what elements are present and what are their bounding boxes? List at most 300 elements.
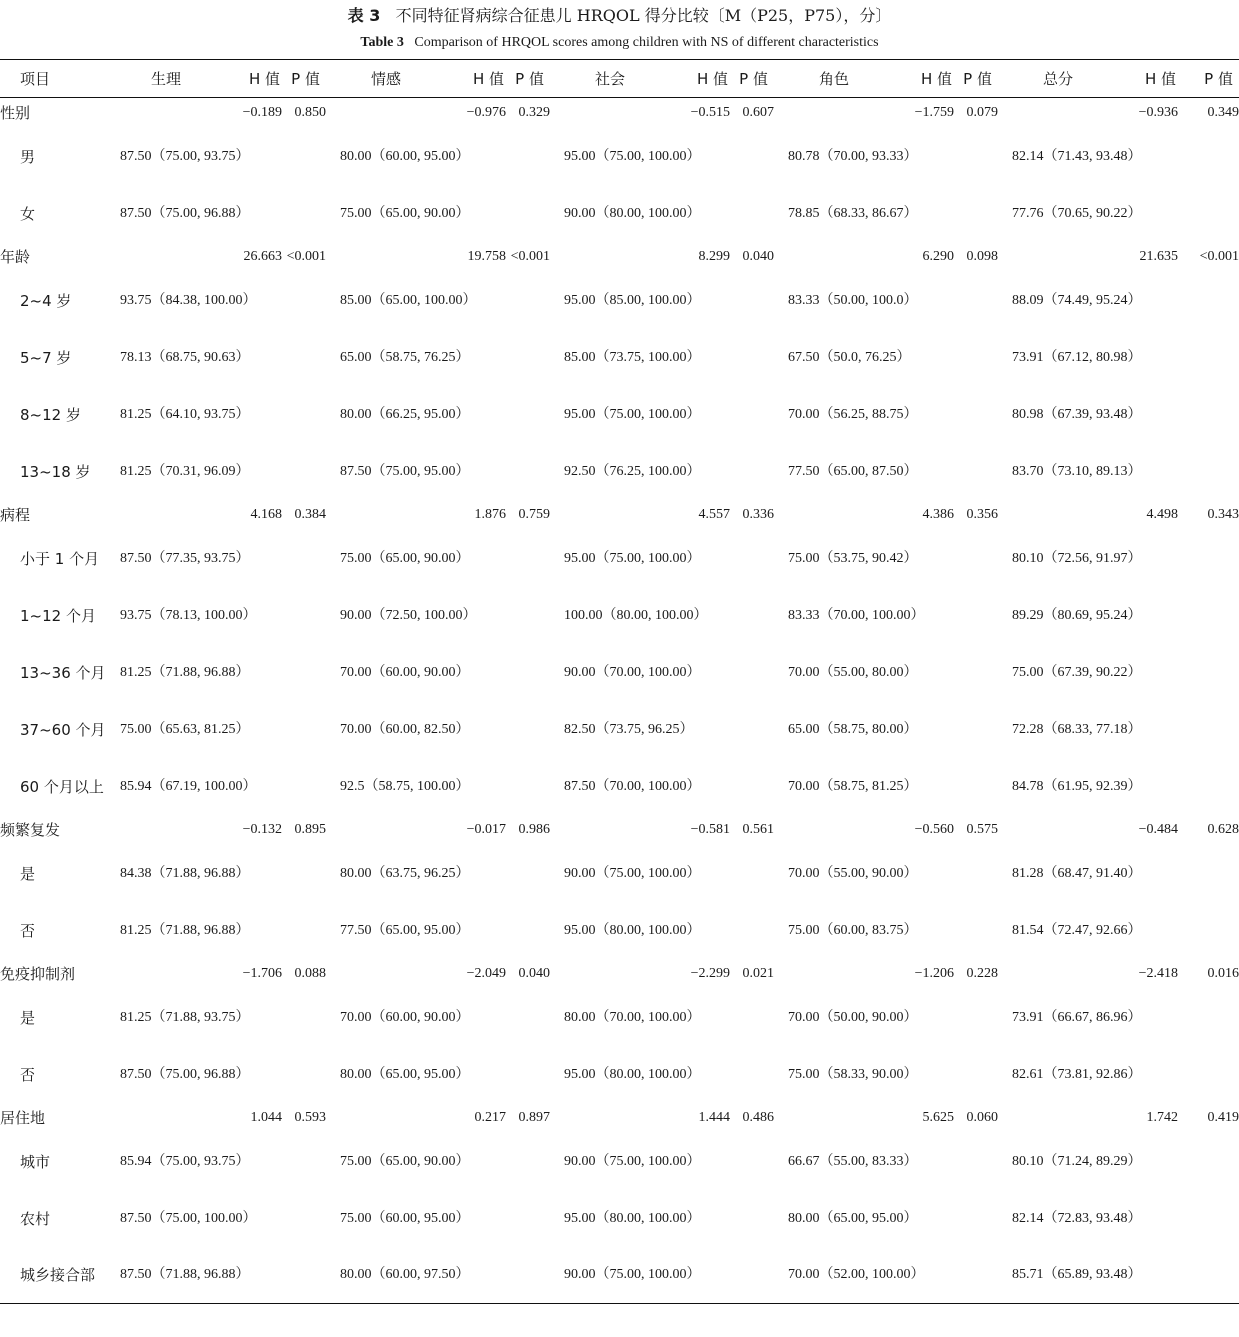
p-value	[730, 1133, 774, 1190]
p-value	[730, 845, 774, 902]
subgroup-row	[0, 386, 1239, 443]
subgroup-label: 13~36 个月	[20, 663, 106, 682]
score-cell: 77.50（65.00, 87.50）	[788, 463, 918, 479]
score-cell: 81.28（68.47, 91.40）	[1012, 865, 1142, 881]
subgroup-row	[0, 1247, 1239, 1304]
empty-cell	[326, 500, 446, 530]
h-value: −0.976	[466, 104, 506, 120]
p-value	[730, 587, 774, 644]
score-cell: 65.00（58.75, 80.00）	[788, 721, 918, 737]
h-value: 4.498	[1146, 506, 1178, 522]
p-value	[506, 587, 550, 644]
score-cell: 85.94（67.19, 100.00）	[120, 778, 257, 794]
h-value: −0.189	[242, 104, 282, 120]
p-value	[1178, 1247, 1239, 1304]
subgroup-row	[0, 272, 1239, 329]
p-value	[730, 1046, 774, 1103]
p-value	[1178, 443, 1239, 500]
score-cell: 70.00（55.00, 80.00）	[788, 664, 918, 680]
group-label: 年龄	[0, 248, 31, 266]
score-cell: 83.70（73.10, 89.13）	[1012, 463, 1142, 479]
p-value	[282, 329, 326, 386]
table-title-en	[0, 32, 1239, 54]
h-value: −0.560	[914, 821, 954, 837]
header-social-2: 社会	[550, 60, 670, 98]
header-h-4: H 值	[1118, 60, 1178, 98]
score-cell: 90.00（75.00, 100.00）	[564, 1267, 701, 1283]
h-value: −2.418	[1138, 965, 1178, 981]
p-value	[506, 128, 550, 185]
score-cell: 75.00（65.00, 90.00）	[340, 1153, 470, 1169]
empty-cell	[110, 959, 222, 989]
score-cell: 80.00（60.00, 97.50）	[340, 1267, 470, 1283]
score-cell: 95.00（85.00, 100.00）	[564, 292, 701, 308]
header-p-2: P 值	[730, 60, 774, 98]
p-value	[730, 1190, 774, 1247]
score-cell: 90.00（80.00, 100.00）	[564, 205, 701, 221]
score-cell: 82.50（73.75, 96.25）	[564, 721, 694, 737]
h-value: −0.132	[242, 821, 282, 837]
group-label: 免疫抑制剂	[0, 965, 76, 983]
empty-cell	[550, 815, 670, 845]
p-value: 0.419	[1207, 1109, 1239, 1125]
empty-cell	[110, 815, 222, 845]
score-cell: 95.00（80.00, 100.00）	[564, 1066, 701, 1082]
subgroup-label: 否	[20, 921, 36, 940]
p-value: 0.759	[518, 506, 550, 522]
score-cell: 73.91（67.12, 80.98）	[1012, 349, 1142, 365]
empty-cell	[998, 242, 1118, 272]
p-value	[506, 845, 550, 902]
subgroup-row	[0, 845, 1239, 902]
score-cell: 92.5（58.75, 100.00）	[340, 778, 470, 794]
score-cell: 90.00（75.00, 100.00）	[564, 865, 701, 881]
p-value: 0.088	[294, 965, 326, 981]
score-cell: 75.00（65.00, 90.00）	[340, 550, 470, 566]
p-value	[954, 329, 998, 386]
empty-cell	[550, 1103, 670, 1133]
subgroup-label: 1~12 个月	[20, 606, 96, 625]
p-value	[730, 701, 774, 758]
score-cell: 80.78（70.00, 93.33）	[788, 148, 918, 164]
subgroup-label: 2~4 岁	[20, 291, 72, 310]
p-value: 0.336	[742, 506, 774, 522]
p-value: 0.343	[1207, 506, 1239, 522]
score-cell: 77.50（65.00, 95.00）	[340, 922, 470, 938]
group-label: 性别	[0, 104, 31, 123]
subgroup-label: 是	[20, 864, 36, 883]
group-label: 病程	[0, 506, 31, 524]
h-value: 19.758	[467, 248, 506, 264]
p-value: <0.001	[1199, 248, 1239, 264]
empty-cell	[326, 815, 446, 845]
p-value: 0.486	[742, 1109, 774, 1125]
score-cell: 80.00（66.25, 95.00）	[340, 406, 470, 422]
score-cell: 67.50（50.0, 76.25）	[788, 349, 911, 365]
p-value	[282, 1046, 326, 1103]
p-value: <0.001	[286, 248, 326, 264]
score-cell: 80.98（67.39, 93.48）	[1012, 406, 1142, 422]
score-cell: 90.00（75.00, 100.00）	[564, 1153, 701, 1169]
subgroup-row	[0, 1046, 1239, 1103]
p-value	[730, 443, 774, 500]
group-row	[0, 815, 1239, 845]
p-value	[954, 644, 998, 701]
empty-cell	[774, 500, 894, 530]
header-h-1: H 值	[446, 60, 506, 98]
p-value	[282, 587, 326, 644]
subgroup-row	[0, 644, 1239, 701]
group-row	[0, 98, 1239, 128]
score-cell: 70.00（60.00, 90.00）	[340, 1009, 470, 1025]
p-value	[506, 185, 550, 242]
score-cell: 81.25（71.88, 93.75）	[120, 1009, 250, 1025]
p-value	[1178, 386, 1239, 443]
p-value	[730, 644, 774, 701]
p-value	[1178, 902, 1239, 959]
p-value	[730, 530, 774, 587]
p-value	[1178, 845, 1239, 902]
p-value	[506, 758, 550, 815]
p-value	[954, 989, 998, 1046]
h-value: −0.515	[690, 104, 730, 120]
p-value	[282, 128, 326, 185]
table-caption-cn: 不同特征肾病综合征患儿 HRQOL 得分比较〔M（P25，P75），分〕	[395, 6, 892, 25]
score-cell: 82.61（73.81, 92.86）	[1012, 1066, 1142, 1082]
p-value	[1178, 128, 1239, 185]
p-value: 0.593	[294, 1109, 326, 1125]
score-cell: 85.94（75.00, 93.75）	[120, 1153, 250, 1169]
p-value: 0.079	[966, 104, 998, 120]
empty-cell	[998, 959, 1118, 989]
p-value	[1178, 185, 1239, 242]
h-value: −1.759	[914, 104, 954, 120]
p-value	[1178, 587, 1239, 644]
subgroup-row	[0, 530, 1239, 587]
p-value: 0.384	[294, 506, 326, 522]
p-value	[954, 443, 998, 500]
h-value: 5.625	[922, 1109, 954, 1125]
score-cell: 95.00（75.00, 100.00）	[564, 550, 701, 566]
score-cell: 75.00（67.39, 90.22）	[1012, 664, 1142, 680]
p-value	[506, 1247, 550, 1304]
p-value: 0.575	[966, 821, 998, 837]
subgroup-row	[0, 443, 1239, 500]
subgroup-label: 13~18 岁	[20, 462, 91, 481]
p-value	[954, 902, 998, 959]
score-cell: 65.00（58.75, 76.25）	[340, 349, 470, 365]
p-value: 0.040	[518, 965, 550, 981]
p-value	[282, 701, 326, 758]
p-value	[730, 1247, 774, 1304]
p-value: 0.356	[966, 506, 998, 522]
p-value	[1178, 530, 1239, 587]
score-cell: 81.54（72.47, 92.66）	[1012, 922, 1142, 938]
table-body	[0, 98, 1239, 1304]
empty-cell	[326, 959, 446, 989]
p-value	[282, 989, 326, 1046]
p-value	[506, 272, 550, 329]
score-cell: 70.00（55.00, 90.00）	[788, 865, 918, 881]
p-value	[954, 386, 998, 443]
table-number-en: Table 3	[360, 35, 404, 50]
p-value	[730, 758, 774, 815]
score-cell: 70.00（50.00, 90.00）	[788, 1009, 918, 1025]
empty-cell	[110, 98, 222, 128]
score-cell: 87.50（75.00, 96.88）	[120, 1066, 250, 1082]
p-value: 0.040	[742, 248, 774, 264]
score-cell: 82.14（72.83, 93.48）	[1012, 1210, 1142, 1226]
score-cell: 89.29（80.69, 95.24）	[1012, 607, 1142, 623]
score-cell: 83.33（50.00, 100.0）	[788, 292, 918, 308]
p-value: <0.001	[510, 248, 550, 264]
score-cell: 87.50（75.00, 100.00）	[120, 1210, 257, 1226]
score-cell: 85.71（65.89, 93.48）	[1012, 1267, 1142, 1283]
subgroup-row	[0, 758, 1239, 815]
score-cell: 95.00（80.00, 100.00）	[564, 922, 701, 938]
score-cell: 87.50（75.00, 93.75）	[120, 148, 250, 164]
score-cell: 84.78（61.95, 92.39）	[1012, 778, 1142, 794]
p-value	[954, 1046, 998, 1103]
subgroup-label: 男	[20, 147, 36, 166]
h-value: 4.386	[922, 506, 954, 522]
p-value	[730, 272, 774, 329]
p-value	[506, 1133, 550, 1190]
score-cell: 78.13（68.75, 90.63）	[120, 349, 250, 365]
subgroup-label: 是	[20, 1008, 36, 1027]
p-value: 0.098	[966, 248, 998, 264]
p-value	[506, 530, 550, 587]
header-p-3: P 值	[954, 60, 998, 98]
empty-cell	[326, 242, 446, 272]
h-value: 1.742	[1146, 1109, 1178, 1125]
score-cell: 80.10（72.56, 91.97）	[1012, 550, 1142, 566]
h-value: 8.299	[698, 248, 730, 264]
score-cell: 70.00（56.25, 88.75）	[788, 406, 918, 422]
p-value: 0.850	[294, 104, 326, 120]
score-cell: 75.00（60.00, 95.00）	[340, 1210, 470, 1226]
subgroup-row	[0, 1190, 1239, 1247]
subgroup-row	[0, 1133, 1239, 1190]
empty-cell	[774, 959, 894, 989]
p-value	[506, 1046, 550, 1103]
p-value	[730, 386, 774, 443]
header-row	[0, 60, 1239, 98]
p-value	[1178, 1046, 1239, 1103]
score-cell: 84.38（71.88, 96.88）	[120, 865, 250, 881]
header-emotional-1: 情感	[326, 60, 446, 98]
h-value: 0.217	[474, 1109, 506, 1125]
empty-cell	[110, 500, 222, 530]
header-item: 项目	[0, 60, 110, 98]
group-row	[0, 959, 1239, 989]
empty-cell	[550, 959, 670, 989]
score-cell: 70.00（58.75, 81.25）	[788, 778, 918, 794]
empty-cell	[774, 815, 894, 845]
p-value	[954, 272, 998, 329]
p-value: 0.021	[742, 965, 774, 981]
p-value	[282, 1133, 326, 1190]
h-value: 26.663	[243, 248, 282, 264]
subgroup-label: 城市	[20, 1152, 51, 1171]
score-cell: 92.50（76.25, 100.00）	[564, 463, 701, 479]
score-cell: 95.00（75.00, 100.00）	[564, 148, 701, 164]
group-label: 频繁复发	[0, 821, 61, 839]
p-value	[506, 386, 550, 443]
p-value: 0.986	[518, 821, 550, 837]
header-total-4: 总分	[998, 60, 1118, 98]
h-value: 6.290	[922, 248, 954, 264]
p-value	[1178, 989, 1239, 1046]
subgroup-label: 60 个月以上	[20, 777, 104, 796]
p-value: 0.349	[1207, 104, 1239, 120]
score-cell: 75.00（60.00, 83.75）	[788, 922, 918, 938]
h-value: 4.557	[698, 506, 730, 522]
header-p-0: P 值	[282, 60, 326, 98]
group-label: 居住地	[0, 1109, 46, 1127]
empty-cell	[550, 98, 670, 128]
score-cell: 81.25（71.88, 96.88）	[120, 664, 250, 680]
score-cell: 80.00（70.00, 100.00）	[564, 1009, 701, 1025]
p-value: 0.329	[518, 104, 550, 120]
p-value	[282, 530, 326, 587]
header-h-2: H 值	[670, 60, 730, 98]
p-value: 0.060	[966, 1109, 998, 1125]
p-value	[954, 701, 998, 758]
score-cell: 75.00（58.33, 90.00）	[788, 1066, 918, 1082]
subgroup-row	[0, 128, 1239, 185]
p-value	[282, 758, 326, 815]
score-cell: 88.09（74.49, 95.24）	[1012, 292, 1142, 308]
group-row	[0, 1103, 1239, 1133]
score-cell: 70.00（60.00, 82.50）	[340, 721, 470, 737]
score-cell: 80.10（71.24, 89.29）	[1012, 1153, 1142, 1169]
p-value	[282, 902, 326, 959]
p-value: 0.228	[966, 965, 998, 981]
subgroup-row	[0, 329, 1239, 386]
p-value: 0.016	[1207, 965, 1239, 981]
p-value	[1178, 272, 1239, 329]
h-value: −0.017	[466, 821, 506, 837]
score-cell: 80.00（65.00, 95.00）	[340, 1066, 470, 1082]
score-cell: 95.00（75.00, 100.00）	[564, 406, 701, 422]
subgroup-label: 5~7 岁	[20, 348, 72, 367]
p-value	[506, 443, 550, 500]
score-cell: 85.00（73.75, 100.00）	[564, 349, 701, 365]
p-value	[1178, 329, 1239, 386]
p-value	[954, 758, 998, 815]
score-cell: 78.85（68.33, 86.67）	[788, 205, 918, 221]
subgroup-label: 8~12 岁	[20, 405, 81, 424]
h-value: −1.706	[242, 965, 282, 981]
h-value: 4.168	[250, 506, 282, 522]
subgroup-row	[0, 587, 1239, 644]
header-physical-0: 生理	[110, 60, 222, 98]
p-value	[506, 989, 550, 1046]
h-value: −2.049	[466, 965, 506, 981]
subgroup-label: 城乡接合部	[0, 1247, 110, 1304]
h-value: −2.299	[690, 965, 730, 981]
score-cell: 93.75（84.38, 100.00）	[120, 292, 257, 308]
score-cell: 90.00（70.00, 100.00）	[564, 664, 701, 680]
score-cell: 85.00（65.00, 100.00）	[340, 292, 477, 308]
h-value: 1.444	[698, 1109, 730, 1125]
p-value	[506, 1190, 550, 1247]
header-role-3: 角色	[774, 60, 894, 98]
p-value: 0.895	[294, 821, 326, 837]
h-value: −0.581	[690, 821, 730, 837]
p-value	[282, 845, 326, 902]
p-value	[506, 701, 550, 758]
h-value: −1.206	[914, 965, 954, 981]
empty-cell	[110, 242, 222, 272]
score-cell: 80.00（63.75, 96.25）	[340, 865, 470, 881]
h-value: 1.876	[474, 506, 506, 522]
header-p-1: P 值	[506, 60, 550, 98]
empty-cell	[998, 98, 1118, 128]
score-cell: 87.50（71.88, 96.88）	[120, 1267, 250, 1283]
score-cell: 73.91（66.67, 86.96）	[1012, 1009, 1142, 1025]
score-cell: 87.50（75.00, 96.88）	[120, 205, 250, 221]
p-value	[1178, 701, 1239, 758]
score-cell: 75.00（65.63, 81.25）	[120, 721, 250, 737]
p-value	[282, 386, 326, 443]
p-value	[954, 587, 998, 644]
p-value	[1178, 1190, 1239, 1247]
subgroup-label: 农村	[20, 1209, 51, 1228]
score-cell: 87.50（70.00, 100.00）	[564, 778, 701, 794]
p-value	[954, 128, 998, 185]
p-value	[1178, 644, 1239, 701]
score-cell: 75.00（53.75, 90.42）	[788, 550, 918, 566]
p-value	[730, 329, 774, 386]
p-value	[954, 845, 998, 902]
subgroup-row	[0, 989, 1239, 1046]
p-value: 0.607	[742, 104, 774, 120]
subgroup-label: 小于 1 个月	[20, 549, 100, 568]
p-value	[282, 644, 326, 701]
p-value	[1178, 1133, 1239, 1190]
empty-cell	[326, 98, 446, 128]
p-value	[730, 185, 774, 242]
p-value	[1178, 758, 1239, 815]
score-cell: 81.25（71.88, 96.88）	[120, 922, 250, 938]
empty-cell	[998, 815, 1118, 845]
p-value	[954, 1190, 998, 1247]
p-value	[282, 1190, 326, 1247]
score-cell: 90.00（72.50, 100.00）	[340, 607, 477, 623]
score-cell: 100.00（80.00, 100.00）	[564, 607, 708, 623]
p-value	[506, 902, 550, 959]
h-value: 21.635	[1139, 248, 1178, 264]
p-value	[282, 272, 326, 329]
score-cell: 81.25（70.31, 96.09）	[120, 463, 250, 479]
hrqol-table	[0, 59, 1239, 1304]
subgroup-row	[0, 701, 1239, 758]
score-cell: 70.00（52.00, 100.00）	[788, 1267, 925, 1283]
p-value	[730, 989, 774, 1046]
score-cell: 83.33（70.00, 100.00）	[788, 607, 925, 623]
p-value: 0.897	[518, 1109, 550, 1125]
empty-cell	[774, 242, 894, 272]
header-h-0: H 值	[222, 60, 282, 98]
p-value: 0.628	[1207, 821, 1239, 837]
score-cell: 87.50（77.35, 93.75）	[120, 550, 250, 566]
score-cell: 80.00（65.00, 95.00）	[788, 1210, 918, 1226]
p-value	[506, 329, 550, 386]
p-value	[954, 1247, 998, 1304]
empty-cell	[110, 1103, 222, 1133]
